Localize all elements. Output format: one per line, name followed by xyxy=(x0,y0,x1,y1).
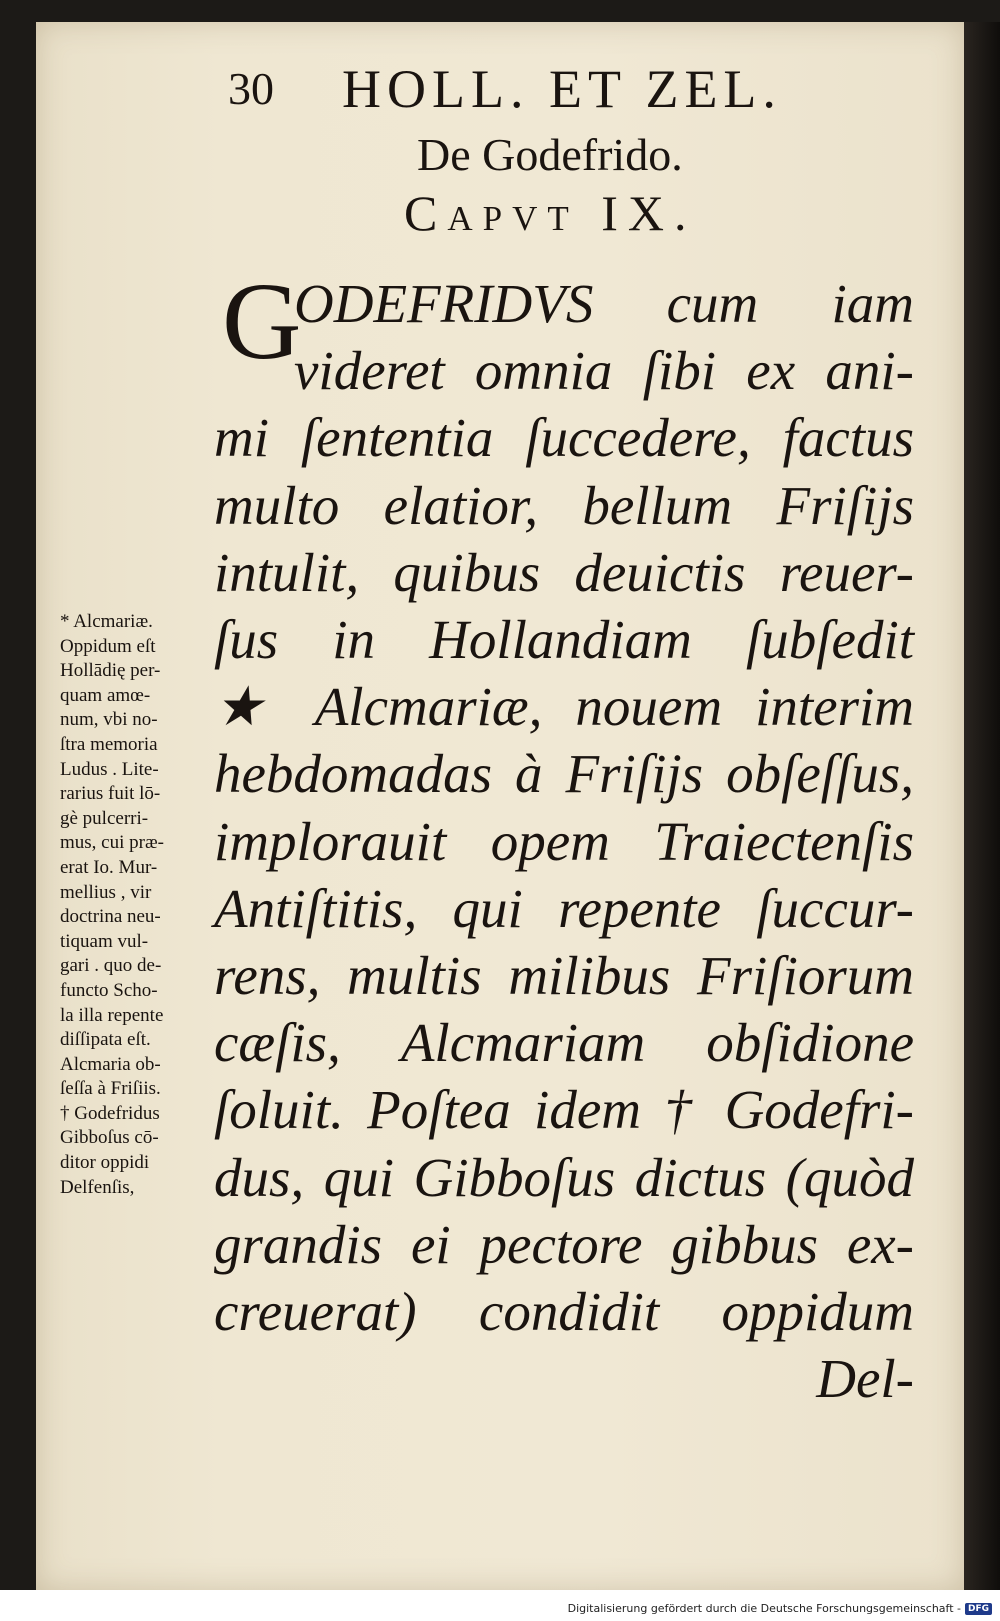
digitization-credit xyxy=(568,1602,992,1615)
body-line: Antiſtitis, qui repente ſuccur- xyxy=(214,877,914,939)
margin-line: la illa repente xyxy=(60,1004,164,1026)
page-number: 30 xyxy=(228,63,274,114)
margin-line: functo Scho- xyxy=(60,979,158,1001)
margin-line: gè pulcerri- xyxy=(60,807,149,829)
body-line: ★ Alcmariæ, nouem interim xyxy=(214,676,914,738)
margin-line: Ludus . Lite- xyxy=(60,758,159,780)
margin-line: * Alcmariæ. xyxy=(60,611,153,632)
margin-line: doctrina neu- xyxy=(60,906,161,928)
margin-line: ſtra memoria xyxy=(60,733,158,755)
section-subtitle: De Godefrido. xyxy=(417,129,683,180)
catchword: Del- xyxy=(816,1348,914,1410)
body-line: implorauit opem Traiectenſis xyxy=(214,810,914,872)
margin-line: mellius , vir xyxy=(60,881,152,903)
margin-line: gari . quo de- xyxy=(60,955,162,977)
margin-line: Hollādię per- xyxy=(60,660,161,682)
dfg-logo: DFG xyxy=(965,1603,992,1615)
chapter-heading: Capvt IX. xyxy=(404,185,697,241)
margin-line: num, vbi no- xyxy=(60,709,158,731)
body-line: videret omnia ſibi ex ani- xyxy=(294,340,914,402)
credit-text: Digitalisierung gefördert durch die Deutsche Forschungsgemeinschaft - xyxy=(567,1602,961,1615)
margin-line: diſſipata eſt. xyxy=(60,1029,151,1051)
body-line: ODEFRIDVS cum iam xyxy=(294,273,914,334)
running-head: HOLL. ET ZEL. xyxy=(342,59,782,119)
margin-line: ſeſſa à Friſiis. xyxy=(60,1078,161,1100)
page-gutter-shadow xyxy=(964,22,1000,1590)
body-line: rens, multis milibus Friſiorum xyxy=(214,945,914,1007)
margin-line: Gibboſus cō- xyxy=(60,1127,159,1149)
margin-line: † Godefridus xyxy=(60,1102,160,1124)
body-line: mi ſententia ſuccedere, factus xyxy=(214,407,914,469)
margin-line: tiquam vul- xyxy=(60,930,149,952)
body-line: ſus in Hollandiam ſubſedit xyxy=(214,609,914,671)
body-line: multo elatior, bellum Friſijs xyxy=(214,474,914,536)
drop-cap-initial: G xyxy=(222,260,302,382)
marginal-note xyxy=(60,610,255,1200)
body-line: ſoluit. Poſtea idem † Godefri- xyxy=(214,1079,914,1141)
margin-line: rarius fuit lō- xyxy=(60,783,161,805)
margin-line: quam amœ- xyxy=(60,684,151,706)
body-line: hebdomadas à Friſijs obſeſſus, xyxy=(214,743,914,805)
main-text-block xyxy=(214,270,914,1412)
margin-line: Oppidum eſt xyxy=(60,635,156,657)
body-line: cæſis, Alcmariam obſidione xyxy=(214,1012,914,1074)
margin-line: Delfenſis, xyxy=(60,1176,135,1198)
margin-line: erat Io. Mur- xyxy=(60,856,158,878)
margin-line: ditor oppidi xyxy=(60,1152,150,1174)
body-line: creuerat) condidit oppidum xyxy=(214,1281,914,1343)
margin-line: mus, cui præ- xyxy=(60,832,164,854)
body-line: dus, qui Gibboſus dictus (quòd xyxy=(214,1146,914,1208)
body-line: intulit, quibus deuictis reuer- xyxy=(214,541,914,603)
body-line: grandis ei pectore gibbus ex- xyxy=(214,1213,914,1275)
margin-line: Alcmaria ob- xyxy=(60,1053,161,1075)
